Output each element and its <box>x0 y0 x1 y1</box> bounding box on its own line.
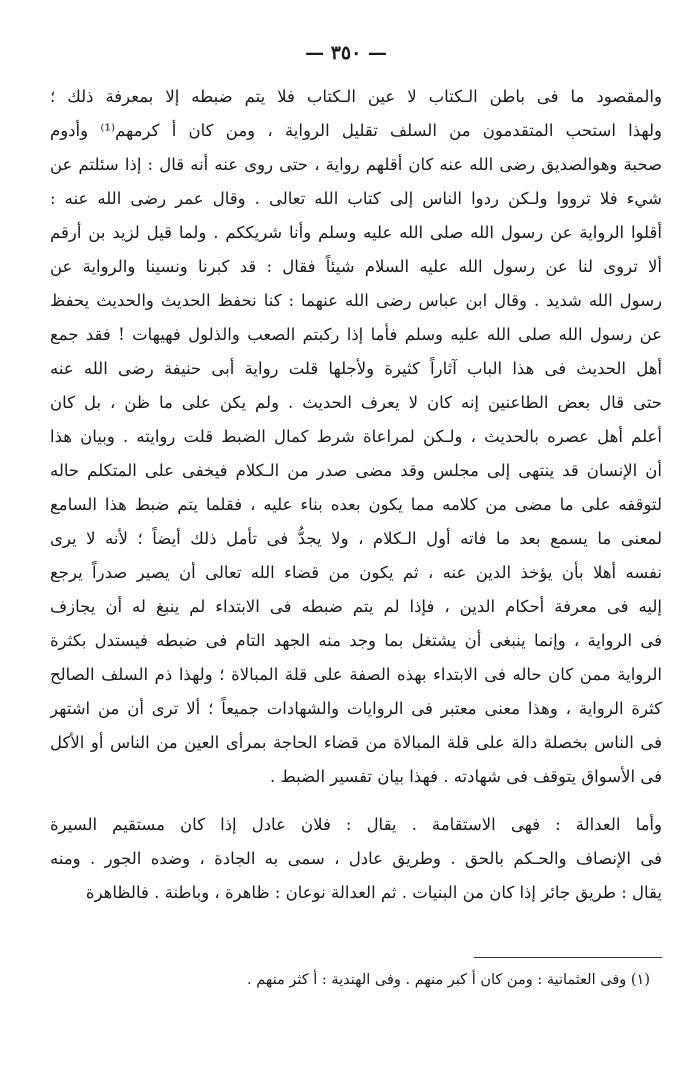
text-line: أعلم أهل عصره بالحديث ، ولـكن لمراعاة شرط كمال الضبط قلت روايته . وبيان هذا <box>50 427 662 446</box>
text-line: وأما العدالة : فهى الاستقامة . يقال : فلان عادل إذا كان مستقيم السيرة <box>50 815 662 834</box>
main-text <box>50 80 662 910</box>
text-line: شيء فلا ترووا ولـكن ردوا الناس إلى كتاب الله تعالى . وقال عمر رضى الله عنه : <box>50 189 662 208</box>
text-line: إليه فى معرفة أحكام الدين ، فإذا لم يتم ضبطه فى الابتداء لم ينبغ له أن يجازف <box>50 597 662 616</box>
text-line: فى الرواية ، وإنما ينبغى أن يشتغل بما وجد منه الجهد التام فى ضبطه فيستدل بكثرة <box>50 631 662 650</box>
text-line: نفسه أهلا بأن يؤخذ الدين عنه ، ثم يكون من قضاء الله تعالى أن يصير صدراً يرجع <box>50 563 662 582</box>
text-line: يقال : طريق جائر إذا كان من البنيات . ثم العدالة نوعان : ظاهرة ، وباطنة . فالظاهرة <box>85 883 662 902</box>
text-line: فى الإنصاف والحـكم بالحق . وطريق عادل ، سمى به الجادة ، وضده الجور . ومنه <box>50 849 662 868</box>
paragraph <box>50 808 662 910</box>
text-line: عن رسول الله صلى الله عليه وسلم فأما إذا ركبتم الصعب والذلول فهيهات ! فقد جمع <box>50 325 662 344</box>
footnote: (١) وفى العثمانية : ومن كان أ كبر منهم . وفى الهندية : أ كثر منهم . <box>247 972 650 988</box>
paragraph <box>50 80 662 794</box>
text-line: أقلوا الرواية عن رسول الله صلى الله عليه وسلم وأنا شريككم . ولما قيل لزيد بن أرقم <box>50 223 662 242</box>
text-line: صحبة وهوالصديق رضى الله عنه كان أقلهم رواية ، حتى روى عنه أنه قال : إذا سئلتم عن <box>50 155 662 174</box>
page-number: — ٣٥٠ — <box>305 42 387 64</box>
text-line: لمعنى ما يسمع بعد ما فاته أول الـكلام ، ولا يجدُّ فى تأمل ذلك أيضاً ؛ لأنه لا يرى <box>50 529 662 548</box>
text-line: ألا تروى لنا عن رسول الله عليه السلام شيئاً فقال : قد كبرنا ونسينا والرواية عن <box>50 257 662 276</box>
text-line: حتى قال بعض الطاعنين إنه كان لا يعرف الحديث . ولم يكن على ما ظن ، بل كان <box>50 393 662 412</box>
text-line: أهل الحديث فى هذا الباب آثاراً كثيرة ولأجلها قلت رواية أبى حنيفة رضى الله عنه <box>50 359 662 378</box>
text-line: الرواية ممن كان حاله فى الابتداء بهذه الصفة على قلة المبالاة ؛ ولهذا ذم السلف الصالح <box>50 665 662 684</box>
text-line: ولهذا استحب المتقدمون من السلف تقليل الرواية ، ومن كان أ كرمهم⁽¹⁾ وأدوم <box>50 121 662 140</box>
paragraph-gap <box>50 794 662 808</box>
text-line: أن الإنسان قد ينتهى إلى مجلس وقد مضى صدر من الـكلام فيخفى على المتكلم حاله <box>50 461 662 480</box>
text-line: فى الناس بخصلة دالة على قلة المبالاة من قضاء الحاجة بمرأى العين من الناس أو الأكل <box>50 733 662 752</box>
footnote-divider <box>474 957 662 958</box>
text-line: لتوقفه على ما مضى من كلامه مما يكون بعده بناء عليه ، فقلما يتم ضبط هذا السامع <box>50 495 662 514</box>
text-line: والمقصود ما فى باطن الـكتاب لا عين الـكتاب فلا يتم ضبطه إلا بمعرفة ذلك ؛ <box>50 87 662 106</box>
text-line: فى الأسواق يتوقف فى شهادته . فهذا بيان تفسير الضبط . <box>269 767 662 786</box>
text-line: كثرة الرواية ، وهذا معنى معتبر فى الروايات والشهادات جميعاً ؛ ألا ترى أن من اشتهر <box>50 699 662 718</box>
text-line: رسول الله شديد . وقال ابن عباس رضى الله عنهما : كنا نحفظ الحديث والحديث يحفظ <box>50 291 662 310</box>
